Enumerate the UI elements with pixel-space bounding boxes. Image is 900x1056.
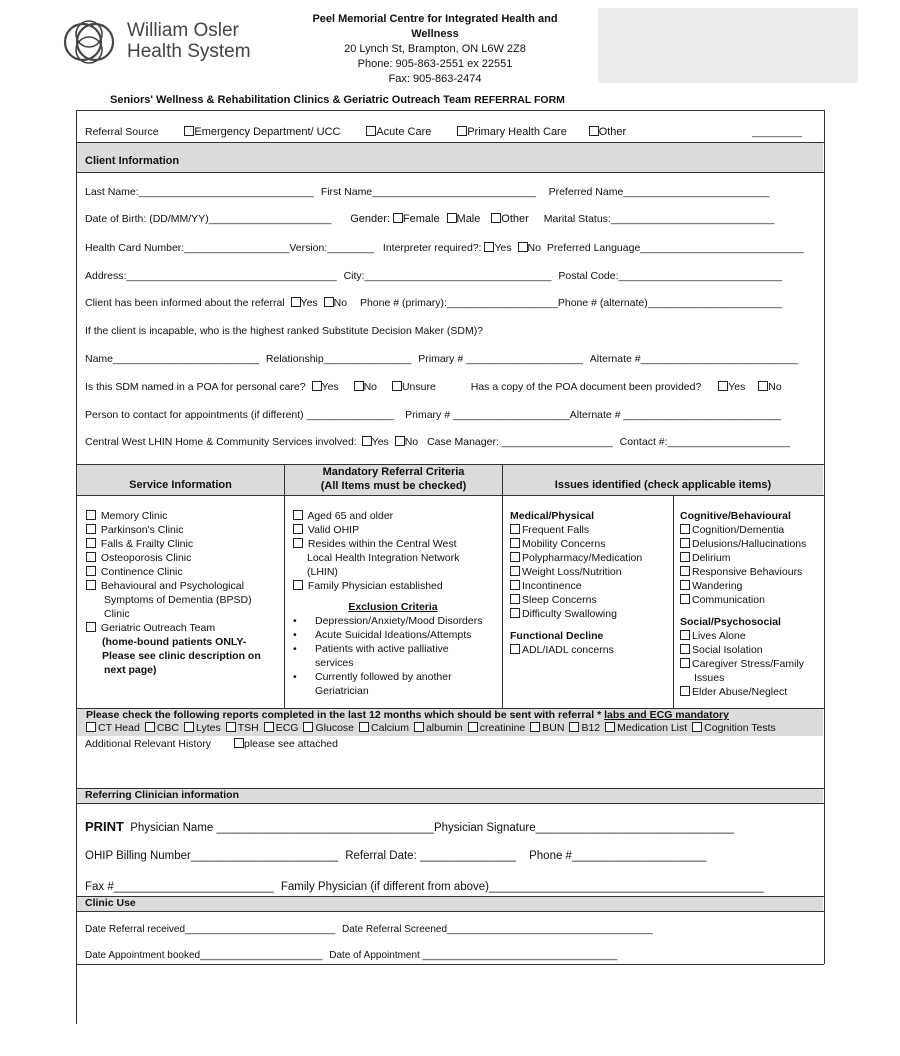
address-row [85, 270, 782, 282]
osteoporosis-clinic-checkbox[interactable] [86, 552, 96, 562]
exclusion-label: Acute Suicidal Ideations/Attempts [315, 629, 472, 641]
medical-label: Sleep Concerns [522, 594, 597, 606]
exclusion-item [293, 642, 501, 656]
referral-source-row [85, 126, 626, 138]
cognitive-item [680, 565, 822, 579]
bullet-icon: • [293, 629, 297, 641]
medical-item [510, 537, 670, 551]
falls-clinic-checkbox[interactable] [86, 538, 96, 548]
logo-rings-icon [63, 18, 121, 66]
interpreter-label: Interpreter required?: [382, 242, 482, 254]
test-label: Glucose [315, 722, 355, 734]
date-received-field[interactable]: Date Referral received___________________________ [85, 924, 336, 935]
physician-signature-field[interactable]: Physician Signature_______________________________ [433, 822, 734, 834]
clinician-title: Referring Clinician information [85, 789, 240, 801]
cognitive-label: Cognition/Dementia [692, 524, 785, 536]
informed-label: Client has been informed about the referral [85, 297, 285, 309]
criteria-item [293, 523, 501, 537]
gender-male-checkbox[interactable] [447, 213, 457, 223]
poa-copy-no-checkbox[interactable] [758, 381, 768, 391]
cognitive-checkbox[interactable] [680, 524, 690, 534]
exclusion-label: Depression/Anxiety/Mood Disorders [315, 615, 483, 627]
service-item-cont: Symptoms of Dementia (BPSD) [104, 594, 252, 606]
social-item [680, 685, 822, 699]
referral-date-field[interactable]: Referral Date: _______________ [345, 850, 516, 862]
criteria-item-cont: (LHIN) [307, 566, 338, 578]
city-field[interactable]: City:________________________________ [343, 270, 552, 282]
gender-other-checkbox[interactable] [491, 213, 501, 223]
referral-ed-label: Emergency Department/ UCC [194, 126, 341, 138]
address-field[interactable]: Address:____________________________________ [85, 270, 337, 282]
outreach-team-checkbox[interactable] [86, 622, 96, 632]
preferred-language-field[interactable]: Preferred Language____________________________ [546, 242, 804, 254]
centre-header [280, 12, 590, 87]
medical-checkbox[interactable] [510, 594, 520, 604]
test-checkbox[interactable] [569, 722, 579, 732]
gender-female-label: Female [402, 213, 440, 225]
logo-text-line2: Health System [127, 41, 251, 62]
poa-copy-no-label: No [768, 381, 782, 393]
logo [63, 18, 253, 68]
social-label: Caregiver Stress/Family [692, 658, 805, 670]
informed-row [85, 297, 782, 309]
cognitive-label: Delusions/Hallucinations [692, 538, 807, 550]
social-label: Lives Alone [692, 630, 746, 642]
sdm-question: If the client is incapable, who is the highest ranked Substitute Decision Maker (SDM)? [85, 325, 484, 337]
interpreter-yes-checkbox[interactable] [484, 242, 494, 252]
lhin-label: Central West LHIN Home & Community Services involved: [85, 436, 357, 448]
poa-row [85, 381, 782, 393]
social-title: Social/Psychosocial [680, 616, 781, 628]
poa-yes-label: Yes [321, 381, 339, 393]
test-checkbox[interactable] [414, 722, 424, 732]
osteoporosis-clinic-label: Osteoporosis Clinic [100, 552, 192, 564]
poa-copy-yes-checkbox[interactable] [718, 381, 728, 391]
dob-row [85, 213, 774, 225]
service-info-header: Service Information [129, 479, 232, 491]
exclusion-item-cont: Geriatrician [315, 685, 369, 697]
cognitive-item [680, 593, 822, 607]
criteria-item [293, 509, 501, 523]
service-item [86, 621, 282, 635]
test-checkbox[interactable] [86, 722, 96, 732]
print-label: PRINT [85, 819, 124, 834]
mandatory-list [293, 509, 501, 698]
poa-copy-yes-label: Yes [728, 381, 746, 393]
medical-label: Difficulty Swallowing [522, 608, 617, 620]
family-physician-label: Family Physician established [307, 580, 443, 592]
cognitive-item [680, 579, 822, 593]
phone-alternate-field[interactable]: Phone # (alternate)_______________________ [557, 297, 783, 309]
last-name-field[interactable]: Last Name:______________________________ [85, 186, 314, 198]
medical-item [510, 551, 670, 565]
test-label: creatinine [479, 722, 526, 734]
interpreter-no-checkbox[interactable] [518, 242, 528, 252]
centre-fax: Fax: 905-863-2474 [388, 73, 482, 85]
lhin-yes-checkbox[interactable] [362, 436, 372, 446]
test-label: CBC [156, 722, 179, 734]
medical-label: Mobility Concerns [522, 538, 606, 550]
social-item [680, 629, 822, 643]
date-appointment-field[interactable]: Date of Appointment ___________________________________ [329, 950, 618, 961]
service-item-cont: Clinic [104, 608, 130, 620]
sdm-relationship-field[interactable]: Relationship_______________ [265, 353, 412, 365]
lhin-no-checkbox[interactable] [395, 436, 405, 446]
contact-number-field[interactable]: Contact #:_____________________ [619, 436, 791, 448]
test-checkbox[interactable] [692, 722, 702, 732]
exclusion-item [293, 614, 501, 628]
criteria-item [293, 537, 501, 551]
reports-banner-text [86, 709, 729, 721]
home-bound-note-1: (home-bound patients ONLY- [102, 636, 247, 648]
medical-list [510, 509, 670, 657]
cognitive-label: Delirium [692, 552, 731, 564]
lhin-no-label: No [404, 436, 419, 448]
medical-title: Medical/Physical [510, 510, 595, 522]
service-item [86, 537, 282, 551]
referral-acute-checkbox[interactable] [366, 126, 376, 136]
referral-other-label: Other [598, 126, 627, 138]
social-checkbox[interactable] [680, 644, 690, 654]
falls-clinic-label: Falls & Frailty Clinic [100, 538, 194, 550]
gender-label: Gender: [350, 213, 390, 225]
parkinsons-clinic-checkbox[interactable] [86, 524, 96, 534]
social-checkbox[interactable] [680, 658, 690, 668]
additional-history-row [85, 738, 338, 750]
test-label: B12 [581, 722, 601, 734]
outreach-team-label: Geriatric Outreach Team [100, 622, 216, 634]
functional-label: ADL/IADL concerns [522, 644, 614, 656]
centre-name-line1: Peel Memorial Centre for Integrated Health and [312, 13, 558, 25]
dob-field[interactable]: Date of Birth: (DD/MM/YY)_____________________ [85, 213, 332, 225]
date-booked-field[interactable]: Date Appointment booked______________________ [85, 950, 323, 961]
home-bound-note-2: Please see clinic description on [102, 650, 261, 662]
interpreter-yes-label: Yes [494, 242, 512, 254]
mandatory-header-line2: (All Items must be checked) [320, 480, 467, 492]
health-card-field[interactable]: Health Card Number:__________________Version:________ [85, 242, 374, 254]
service-info-list [86, 509, 282, 677]
medical-label: Incontinence [522, 580, 582, 592]
clinic-booked-row [85, 950, 617, 961]
mandatory-header [285, 465, 502, 493]
gender-other-label: Other [501, 213, 529, 225]
cognitive-item [680, 551, 822, 565]
cognitive-checkbox[interactable] [680, 580, 690, 590]
social-item [680, 657, 822, 671]
centre-phone: Phone: 905-863-2551 ex 22551 [357, 58, 513, 70]
medical-label: Weight Loss/Nutrition [522, 566, 622, 578]
informed-yes-checkbox[interactable] [291, 297, 301, 307]
referral-other-blank[interactable]: _________ [752, 127, 803, 138]
test-checkbox[interactable] [359, 722, 369, 732]
poa-no-checkbox[interactable] [354, 381, 364, 391]
test-label: BUN [542, 722, 565, 734]
medical-checkbox[interactable] [510, 580, 520, 590]
medical-checkbox[interactable] [510, 566, 520, 576]
physician-name-field[interactable]: Physician Name __________________________________ [130, 822, 434, 834]
aged-65-label: Aged 65 and older [307, 510, 394, 522]
exclusion-title: Exclusion Criteria [348, 601, 438, 613]
clinic-use-title: Clinic Use [85, 897, 136, 909]
poa-unsure-label: Unsure [401, 381, 436, 393]
test-label: Calcium [371, 722, 409, 734]
continence-clinic-label: Continence Clinic [100, 566, 183, 578]
memory-clinic-label: Memory Clinic [100, 510, 168, 522]
preferred-name-field[interactable]: Preferred Name_________________________ [548, 186, 770, 198]
test-checkbox[interactable] [530, 722, 540, 732]
centre-address: 20 Lynch St, Brampton, ON L6W 2Z8 [344, 43, 526, 55]
exclusion-item [293, 670, 501, 684]
interpreter-no-label: No [527, 242, 541, 254]
test-checkbox[interactable] [605, 722, 615, 732]
poa-question: Is this SDM named in a POA for personal care? [85, 381, 306, 393]
referral-primary-label: Primary Health Care [467, 126, 567, 138]
clinician-fax-field[interactable]: Fax #_________________________ [85, 881, 274, 893]
poa-no-label: No [363, 381, 378, 393]
tests-row [86, 722, 776, 734]
reports-banner-mandatory: labs and ECG mandatory [604, 709, 729, 721]
exclusion-label: Patients with active palliative [315, 643, 449, 655]
cognitive-list [680, 509, 822, 699]
referral-acute-label: Acute Care [376, 126, 432, 138]
referral-other-checkbox[interactable] [589, 126, 599, 136]
phone-primary-field[interactable]: Phone # (primary):___________________ [359, 297, 558, 309]
referral-primary-checkbox[interactable] [457, 126, 467, 136]
bpsd-clinic-label: Behavioural and Psychological [100, 580, 244, 592]
poa-copy-question: Has a copy of the POA document been provided? [470, 381, 702, 393]
informed-no-checkbox[interactable] [324, 297, 334, 307]
contact-alternate-field[interactable]: Alternate # ___________________________ [569, 409, 782, 421]
aged-65-checkbox[interactable] [293, 510, 303, 520]
medical-item [510, 565, 670, 579]
test-label: ECG [275, 722, 299, 734]
resides-lhin-checkbox[interactable] [293, 538, 303, 548]
social-label: Elder Abuse/Neglect [692, 686, 788, 698]
gender-female-checkbox[interactable] [393, 213, 403, 223]
social-checkbox[interactable] [680, 686, 690, 696]
contact-person-field[interactable]: Person to contact for appointments (if different) _______________ [85, 409, 395, 421]
cognitive-label: Responsive Behaviours [692, 566, 803, 578]
clinician-phone-field[interactable]: Phone #_____________________ [529, 850, 707, 862]
health-card-row [85, 242, 804, 254]
logo-text-line1: William Osler [127, 20, 239, 41]
reports-banner-main: Please check the following reports completed in the last 12 months which should be sent with referral * [86, 709, 602, 721]
test-checkbox[interactable] [145, 722, 155, 732]
form-title [110, 94, 565, 106]
lhin-row [85, 436, 790, 448]
bpsd-clinic-checkbox[interactable] [86, 580, 96, 590]
exclusion-item-cont: services [315, 657, 354, 669]
sdm-name-field[interactable]: Name_________________________ [85, 353, 259, 365]
medical-checkbox[interactable] [510, 608, 520, 618]
sdm-primary-field[interactable]: Primary # ____________________ [418, 353, 583, 365]
test-checkbox[interactable] [303, 722, 313, 732]
referral-ed-checkbox[interactable] [184, 126, 194, 136]
lhin-yes-label: Yes [371, 436, 389, 448]
test-checkbox[interactable] [184, 722, 194, 732]
see-attached-label: please see attached [243, 738, 338, 750]
criteria-item [293, 579, 501, 593]
medical-item [510, 593, 670, 607]
ohip-row [85, 850, 706, 862]
marital-status-field[interactable]: Marital Status:____________________________ [543, 213, 775, 225]
valid-ohip-label: Valid OHIP [307, 524, 360, 536]
medical-checkbox[interactable] [510, 552, 520, 562]
test-label: Lytes [196, 722, 221, 734]
parkinsons-clinic-label: Parkinson's Clinic [100, 524, 184, 536]
cognitive-label: Communication [692, 594, 765, 606]
office-use-box [598, 8, 858, 83]
client-info-header [77, 143, 823, 172]
continence-clinic-checkbox[interactable] [86, 566, 96, 576]
medical-item [510, 607, 670, 621]
clinic-use-header [77, 897, 823, 911]
bullet-icon: • [293, 643, 297, 655]
service-item [86, 523, 282, 537]
medical-label: Frequent Falls [522, 524, 590, 536]
physician-row [85, 819, 734, 834]
functional-title: Functional Decline [510, 630, 604, 642]
ohip-field[interactable]: OHIP Billing Number_______________________ [85, 850, 338, 862]
cognitive-title: Cognitive/Behavioural [680, 510, 791, 522]
cognitive-item [680, 537, 822, 551]
social-checkbox[interactable] [680, 630, 690, 640]
sdm-alternate-field[interactable]: Alternate #___________________________ [589, 353, 799, 365]
memory-clinic-checkbox[interactable] [86, 510, 96, 520]
test-label: CT Head [98, 722, 140, 734]
test-label: Medication List [617, 722, 688, 734]
centre-name-line2: Wellness [411, 28, 459, 40]
first-name-field[interactable]: First Name____________________________ [320, 186, 536, 198]
poa-unsure-checkbox[interactable] [392, 381, 402, 391]
contact-primary-field[interactable]: Primary # ____________________ [405, 409, 570, 421]
test-label: Cognition Tests [704, 722, 776, 734]
criteria-item-cont: Local Health Integration Network [307, 552, 460, 564]
additional-history-label: Additional Relevant History [85, 738, 212, 750]
service-item [86, 509, 282, 523]
mandatory-header-line1: Mandatory Referral Criteria [322, 466, 465, 478]
test-checkbox[interactable] [468, 722, 478, 732]
cognitive-checkbox[interactable] [680, 566, 690, 576]
exclusion-item [293, 628, 501, 642]
sdm-row [85, 353, 798, 365]
test-checkbox[interactable] [264, 722, 274, 732]
clinic-received-row [85, 924, 653, 935]
family-physician-field[interactable]: Family Physician (if different from above)___________________________________________ [280, 881, 765, 893]
medical-item [510, 579, 670, 593]
referral-source-label: Referral Source [85, 126, 159, 138]
test-checkbox[interactable] [226, 722, 236, 732]
issues-header: Issues identified (check applicable items) [554, 479, 772, 491]
contact-row [85, 409, 781, 421]
bullet-icon: • [293, 615, 297, 627]
cognitive-label: Wandering [692, 580, 743, 592]
test-label: albumin [425, 722, 463, 734]
form-title-suffix: REFERRAL FORM [474, 94, 565, 106]
resides-lhin-label: Resides within the Central West [307, 538, 457, 550]
cognitive-checkbox[interactable] [680, 538, 690, 548]
see-attached-checkbox[interactable] [234, 738, 244, 748]
client-info-title: Client Information [85, 155, 180, 167]
test-label: TSH [237, 722, 259, 734]
valid-ohip-checkbox[interactable] [293, 524, 303, 534]
cognitive-checkbox[interactable] [680, 552, 690, 562]
exclusion-label: Currently followed by another [315, 671, 452, 683]
name-row [85, 186, 769, 198]
service-item [86, 565, 282, 579]
fax-row [85, 881, 764, 893]
bullet-icon: • [293, 671, 297, 683]
family-physician-checkbox[interactable] [293, 580, 303, 590]
informed-no-label: No [333, 297, 348, 309]
medical-item [510, 523, 670, 537]
cognitive-item [680, 523, 822, 537]
medical-label: Polypharmacy/Medication [522, 552, 643, 564]
functional-item [510, 643, 670, 657]
gender-male-label: Male [456, 213, 481, 225]
case-manager-field[interactable]: Case Manager: ___________________ [427, 436, 613, 448]
medical-checkbox[interactable] [510, 538, 520, 548]
informed-yes-label: Yes [300, 297, 318, 309]
social-item [680, 643, 822, 657]
functional-checkbox[interactable] [510, 644, 520, 654]
medical-checkbox[interactable] [510, 524, 520, 534]
service-item [86, 579, 282, 593]
home-bound-note-3: next page) [104, 664, 157, 676]
date-screened-field[interactable]: Date Referral Screened_____________________________________ [342, 924, 653, 935]
cognitive-checkbox[interactable] [680, 594, 690, 604]
poa-yes-checkbox[interactable] [312, 381, 322, 391]
form-title-main: Seniors' Wellness & Rehabilitation Clinics & Geriatric Outreach Team [110, 94, 472, 106]
social-item-cont: Issues [694, 672, 725, 684]
social-label: Social Isolation [692, 644, 763, 656]
service-item [86, 551, 282, 565]
postal-code-field[interactable]: Postal Code:____________________________ [558, 270, 783, 282]
